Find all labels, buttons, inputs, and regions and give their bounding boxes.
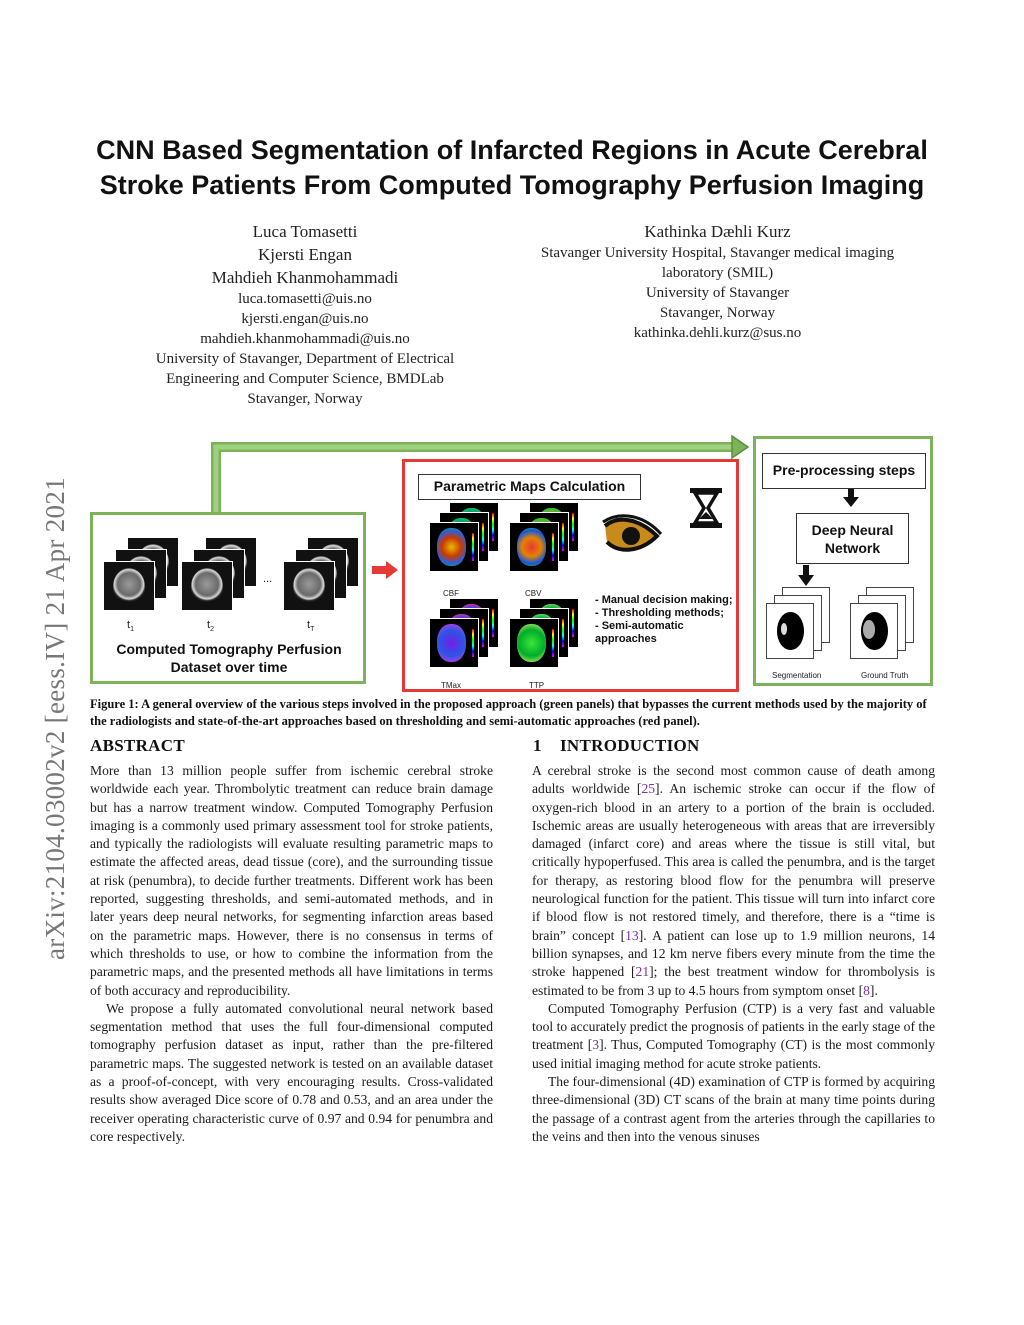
methods-list [595, 594, 733, 646]
eye-icon [601, 512, 663, 560]
figure-caption: Figure 1: A general overview of the various steps involved in the proposed approach (green panels) that bypasses the current methods used by the majority of the radiologists and state-of-the-art approaches based on thresholding and semi-automatic approaches (red panel). [90, 697, 927, 728]
time-label-1: $t_1$ [127, 619, 134, 634]
intro-paragraph: The four-dimensional (4D) examination of CTP is formed by acquiring three-dimensional (3D) CT scans of the brain at many time points during the passage of a contrast agent from the arteries through the capillaries to the veins and then into the venous sinuses [532, 1074, 935, 1144]
author-email: kathinka.dehli.kurz@sus.no [633, 325, 802, 341]
author-name: Kjersti Engan [258, 245, 352, 264]
map-label-cbv: CBV [525, 589, 542, 598]
affiliation-line: University of Stavanger [645, 285, 790, 301]
method-item: - Manual decision making; [595, 594, 733, 606]
deep-neural-network-box: Deep Neural Network [796, 513, 909, 564]
ellipsis: ... [263, 573, 273, 585]
parametric-maps-panel [402, 459, 739, 692]
parametric-map-image [429, 522, 479, 572]
ctp-dataset-label: Computed Tomography Perfusion Dataset over time [116, 641, 342, 675]
proposed-method-panel [753, 436, 933, 686]
ground-truth-label: Ground Truth [861, 671, 909, 680]
author-name: Mahdieh Khanmohammadi [211, 268, 399, 287]
arxiv-identifier: arXiv:2104.03002v2 [eess.IV] 21 Apr 2021 [40, 477, 70, 960]
title-line-2: Stroke Patients From Computed Tomography Perfusion Imaging [99, 170, 925, 200]
citation-link[interactable]: 8 [863, 982, 870, 998]
parametric-maps-title: Parametric Maps Calculation [418, 474, 641, 500]
affiliation-line: laboratory (SMIL) [661, 265, 774, 281]
affiliation-line: Stavanger University Hospital, Stavanger medical imaging [540, 245, 895, 261]
citation-link[interactable]: 25 [641, 781, 656, 797]
ct-scan-image [103, 561, 155, 611]
affiliation-line: Stavanger, Norway [247, 391, 363, 407]
author-email: mahdieh.khanmohammadi@uis.no [200, 331, 410, 347]
parametric-map-image [509, 522, 559, 572]
segmentation-label: Segmentation [772, 671, 822, 680]
introduction-heading: 1 INTRODUCTION [533, 736, 700, 755]
intro-paragraph: Computed Tomography Perfusion (CTP) is a very fast and valuable tool to accurately predict the prognosis of patients in the early stage of the treatment [3]. Thus, Computed Tomography (CT) is the most commonly used initial imaging method for acute stroke patients. [532, 1000, 935, 1071]
intro-paragraph: A cerebral stroke is the second most common cause of death among adults worldwide [25]. An ischemic stroke can occur if the flow of oxygen-rich blood in an artery to a portion of the brain is occluded. Ischemic areas are usually heterogeneous with areas that are irreversibly damaged (infarct core) and areas where the tissue is still vital, but critically hypoperfused. This area is called the penumbra, and is the target for therapy, as restoring blood flow for the penumbra will preserve neurological function for the patient. This tissue will turn into infarct core if blood flow is not restored timely, and therefore, there is a “time is brain” concept [13]. A patient can lose up to 1.9 million neurons, 14 billion synapses, and 12 km nerve fibers every minute from the time the stroke happened [21]; the best treatment window for thrombolysis is estimated to be from 3 up to 4.5 hours from symptom onset [8]. [532, 763, 935, 998]
author-email: luca.tomasetti@uis.no [238, 291, 372, 307]
map-label-tmax: TMax [441, 681, 461, 690]
abstract-paragraph: We propose a fully automated convolutional neural network based segmentation method that uses the full four-dimensional computed tomography perfusion dataset as input, rather than the pre-filtered parametric maps. The suggested network is tested on an available dataset as a proof-of-concept, with very encouraging results. Cross-validated results show averaged Dice score of 0.78 and 0.53, and an area under the receiver operating characteristic curve of 0.97 and 0.94 for penumbra and core respectively. [90, 1000, 493, 1144]
affiliation-line: Stavanger, Norway [659, 305, 776, 321]
preprocessing-box: Pre-processing steps [762, 453, 926, 489]
method-item: - Thresholding methods; [595, 607, 724, 619]
citation-link[interactable]: 13 [625, 927, 639, 943]
parametric-map-image [429, 618, 479, 668]
abstract-body [90, 762, 493, 1146]
citation-link[interactable]: 3 [592, 1037, 600, 1053]
time-label-2: $t_2$ [207, 619, 214, 634]
introduction-body [532, 762, 935, 1146]
author-email: kjersti.engan@uis.no [241, 311, 369, 327]
ctp-dataset-panel [90, 512, 366, 684]
title-line-1: CNN Based Segmentation of Infarcted Regions in Acute Cerebral [96, 135, 928, 165]
author-name: Luca Tomasetti [252, 222, 358, 241]
map-label-cbf: CBF [443, 589, 459, 598]
abstract-paragraph: More than 13 million people suffer from ischemic cerebral stroke worldwide each year. Thrombolytic treatment can reduce brain damage but has a narrow treatment window. Computed Tomography Perfusion imaging is a commonly used primary assessment tool for stroke patients, and typically the radiologists will evaluate resulting parametric maps to estimate the affected areas, dead tissue (core), and the surrounding tissue at risk (penumbra), to decide further treatments. Different work has been reported, suggesting thresholds, and semi-automated methods, and in later years deep neural networks, for segmenting infarction areas based on the parametric maps. However, there is no consensus in terms of which thresholds to use, or how to combine the information from the parametric maps, and the presented methods all have limitations in terms of both accuracy and reproducibility. [90, 763, 493, 998]
time-label-t: $t_T$ [307, 619, 315, 634]
ct-scan-image [181, 561, 233, 611]
method-item: - Semi-automatic [595, 620, 684, 632]
affiliation-line: Engineering and Computer Science, BMDLab [166, 371, 444, 387]
method-item: approaches [595, 633, 657, 645]
segmentation-image [766, 603, 814, 659]
hourglass-icon [688, 486, 724, 530]
parametric-map-image [509, 618, 559, 668]
affiliation-line: University of Stavanger, Department of Electrical [155, 351, 455, 367]
abstract-heading: ABSTRACT [90, 736, 185, 755]
ground-truth-image [850, 603, 898, 659]
citation-link[interactable]: 21 [635, 964, 650, 980]
map-label-ttp: TTP [529, 681, 545, 690]
ct-scan-image [283, 561, 335, 611]
author-name: Kathinka Dæhli Kurz [644, 222, 791, 241]
